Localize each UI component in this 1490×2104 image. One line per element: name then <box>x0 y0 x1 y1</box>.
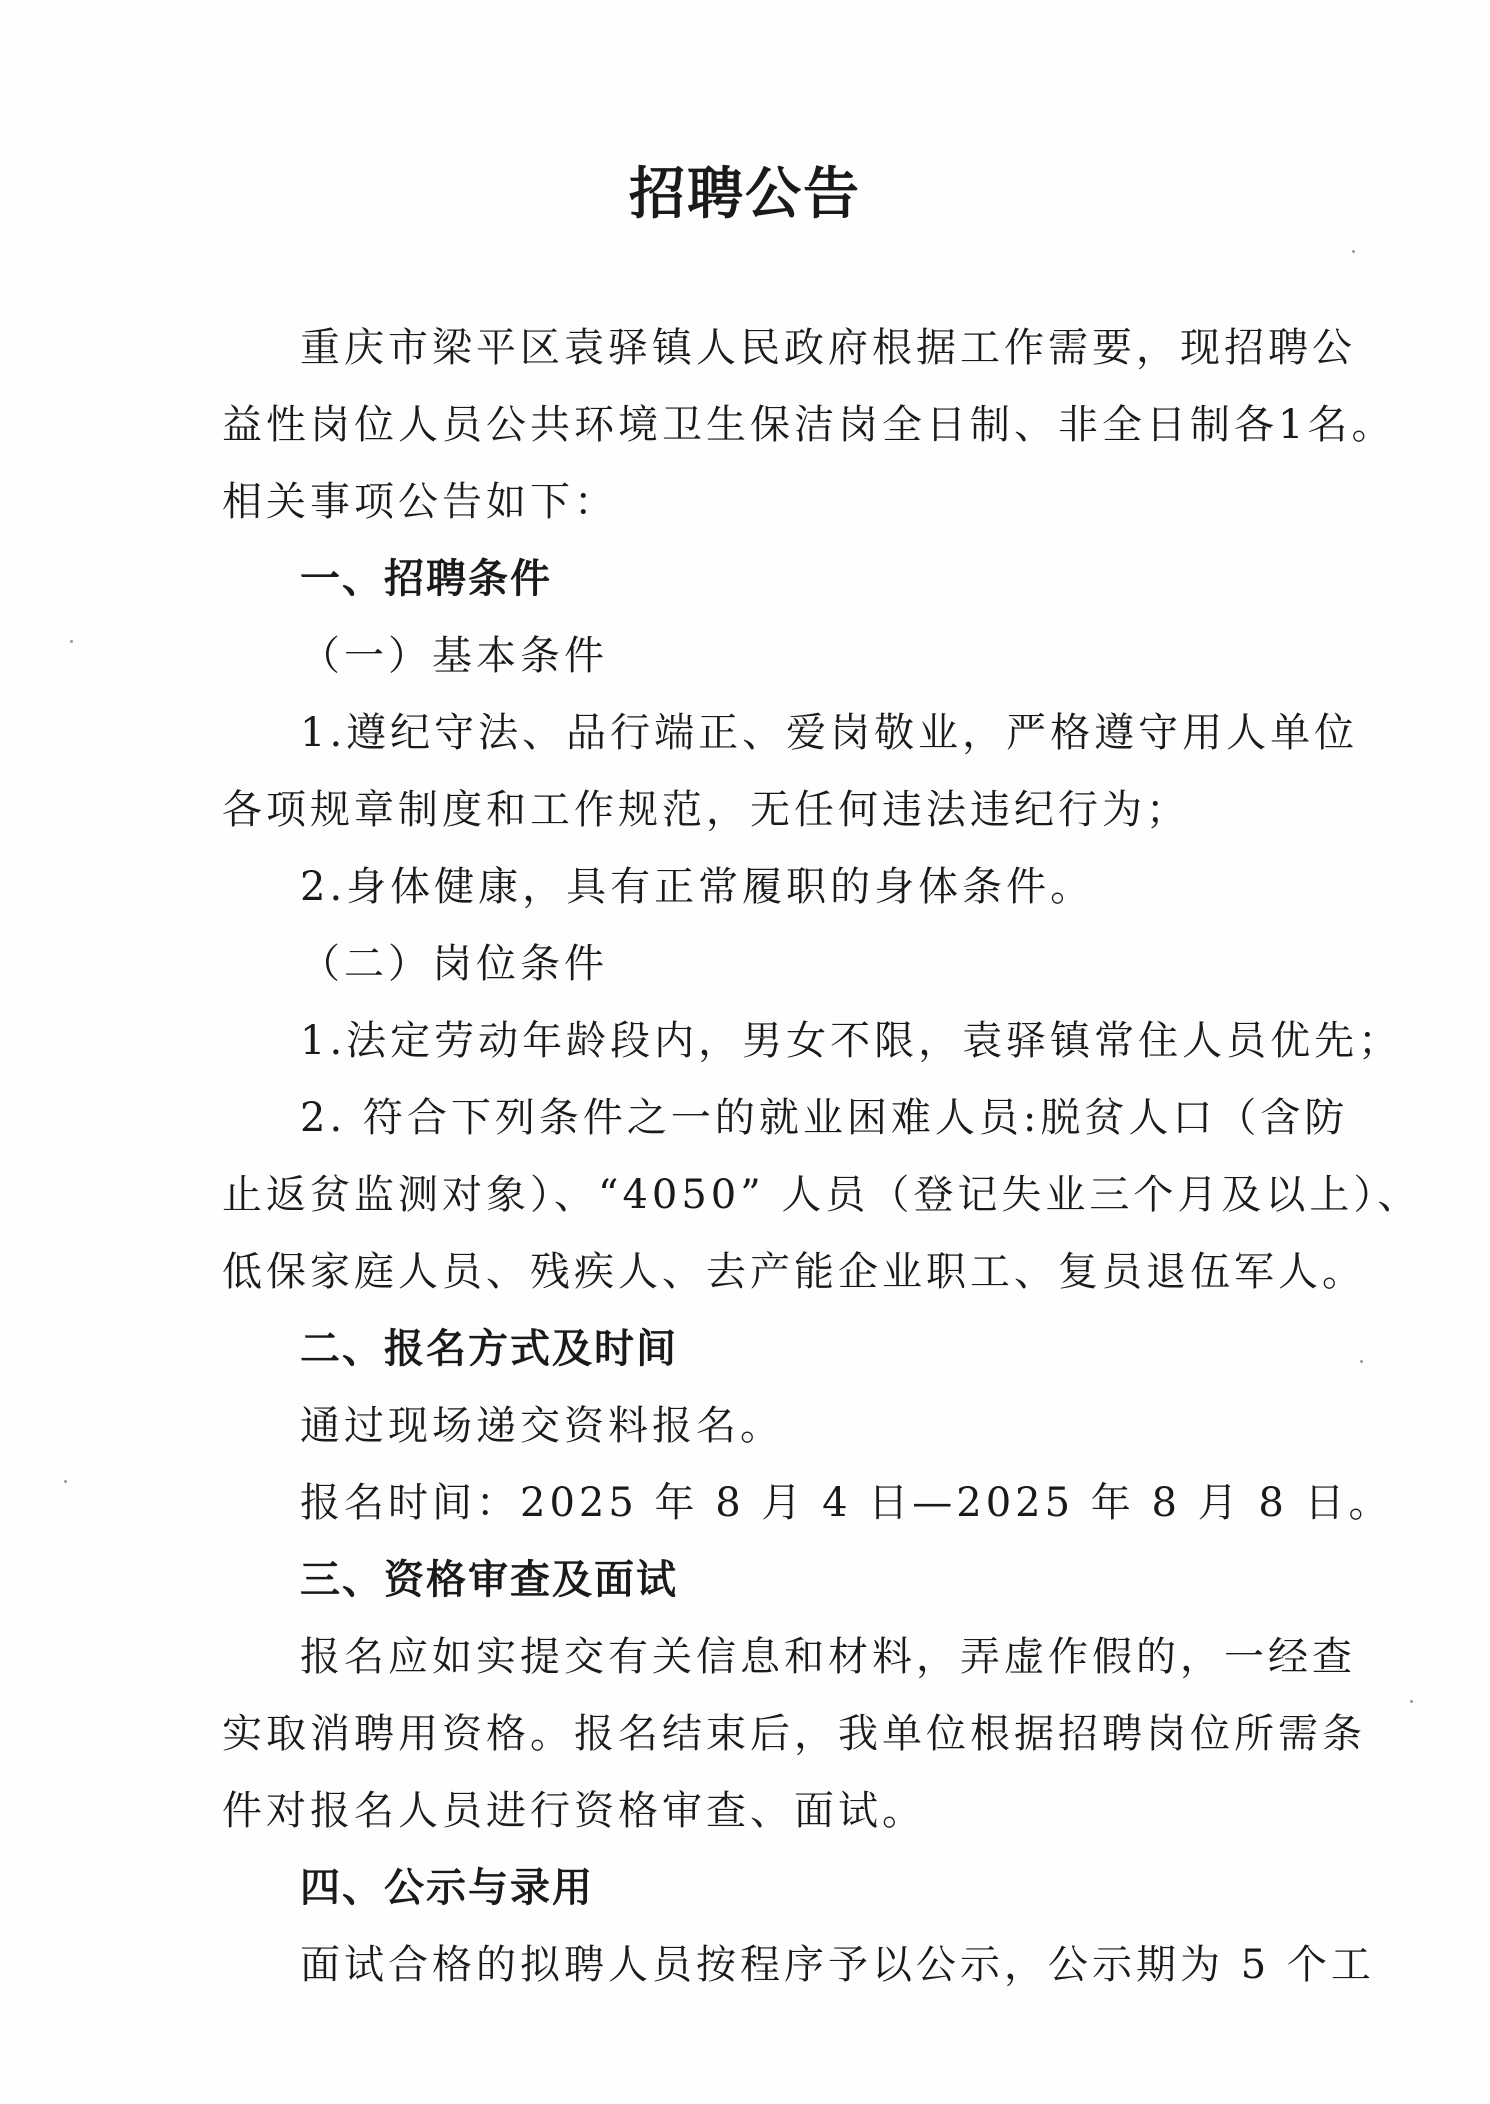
document-title: 招聘公告 <box>629 162 861 227</box>
registration-method: 通过现场递交资料报名。 <box>300 1403 784 1449</box>
registration-time: 报名时间：2025 年 8 月 4 日—2025 年 8 月 8 日。 <box>300 1480 1393 1526</box>
review-paragraph-line-2: 实取消聘用资格。报名结束后，我单位根据招聘岗位所需条 <box>222 1711 1366 1757</box>
publicity-paragraph-line-1: 面试合格的拟聘人员按程序予以公示，公示期为 5 个工 <box>300 1942 1375 1988</box>
section-heading-review-interview: 三、资格审查及面试 <box>300 1557 678 1603</box>
section-heading-publicity-hiring: 四、公示与录用 <box>300 1865 594 1911</box>
position-condition-2-line-1: 2. 符合下列条件之一的就业困难人员:脱贫人口（含防 <box>300 1095 1349 1141</box>
scan-speck <box>1352 250 1355 253</box>
scan-speck <box>1410 1700 1413 1703</box>
basic-condition-1-line-2: 各项规章制度和工作规范，无任何违法违纪行为； <box>222 787 1190 833</box>
position-condition-2-line-3: 低保家庭人员、残疾人、去产能企业职工、复员退伍军人。 <box>222 1249 1366 1295</box>
section-heading-registration: 二、报名方式及时间 <box>300 1326 678 1372</box>
basic-condition-2: 2.身体健康，具有正常履职的身体条件。 <box>300 864 1095 910</box>
paragraph-intro-line-3: 相关事项公告如下： <box>222 479 618 525</box>
basic-condition-1-line-1: 1.遵纪守法、品行端正、爱岗敬业，严格遵守用人单位 <box>300 710 1359 756</box>
review-paragraph-line-1: 报名应如实提交有关信息和材料，弄虚作假的，一经查 <box>300 1634 1356 1680</box>
subheading-basic-conditions: （一）基本条件 <box>300 633 608 679</box>
review-paragraph-line-3: 件对报名人员进行资格审查、面试。 <box>222 1788 926 1834</box>
paragraph-intro-line-1: 重庆市梁平区袁驿镇人民政府根据工作需要，现招聘公 <box>300 325 1356 371</box>
scan-speck <box>64 1480 67 1483</box>
paragraph-intro-line-2: 益性岗位人员公共环境卫生保洁岗全日制、非全日制各1名。 <box>222 402 1396 448</box>
scan-speck <box>1360 1360 1363 1363</box>
subheading-position-conditions: （二）岗位条件 <box>300 941 608 987</box>
position-condition-2-line-2: 止返贫监测对象）、“4050” 人员（登记失业三个月及以上）、 <box>222 1172 1422 1218</box>
position-condition-1: 1.法定劳动年龄段内，男女不限，袁驿镇常住人员优先； <box>300 1018 1403 1064</box>
section-heading-recruitment-conditions: 一、招聘条件 <box>300 556 552 602</box>
scan-speck <box>70 640 73 643</box>
